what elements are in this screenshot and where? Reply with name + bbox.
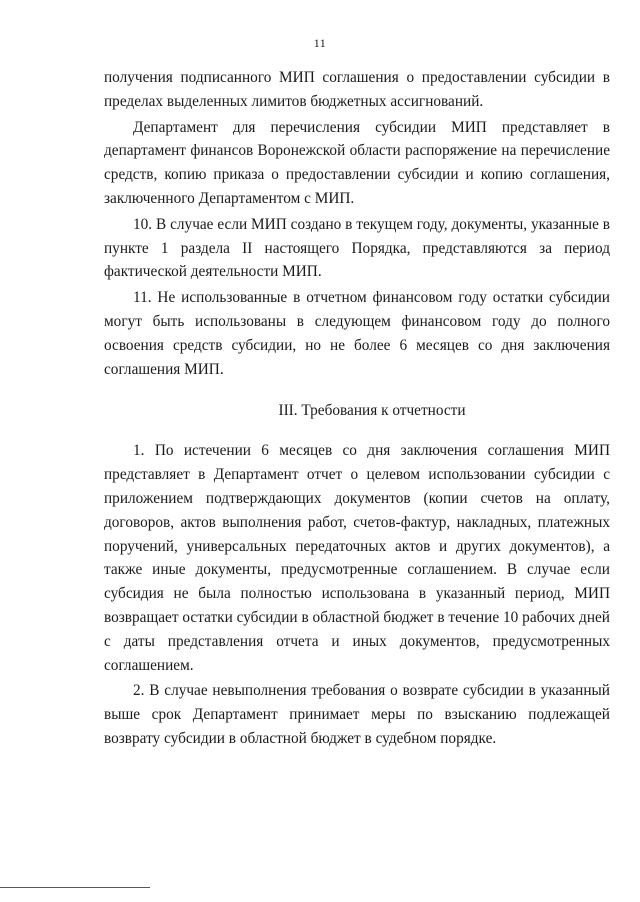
document-body xyxy=(104,66,610,751)
paragraph-department-transfer: Департамент для перечисления субсидии МИП представляет в департамент финансов Воронежской области распоряжение на перечисление средств, копию приказа о предоставлении субсидии и копию соглашения, заключенного Департаментом с МИП. xyxy=(104,118,610,207)
paragraph-item-10: 10. В случае если МИП создано в текущем году, документы, указанные в пункте 1 раздела II настоящего Порядка, представляются за период фактической деятельности МИП. xyxy=(104,215,610,281)
footer-rule xyxy=(0,887,150,888)
section-heading: III. Требования к отчетности xyxy=(278,402,466,420)
paragraph-reporting-1: 1. По истечении 6 месяцев со дня заключения соглашения МИП представляет в Департамент отчет о целевом использовании субсидии с приложением подтверждающих документов (копии счетов на оплату, договоров, актов выполнения работ, счетов-фактур, накладных, платежных поручений, универсальных передаточных актов и других документов), а также иные документы, предусмотренные соглашением. В случае если субсидия не была полностью использована в указанный период, МИП возвращает остатки субсидии в областной бюджет в течение 10 рабочих дней с даты представления отчета и иных документов, предусмотренных соглашением. xyxy=(104,442,610,674)
paragraph-reporting-2: 2. В случае невыполнения требования о возврате субсидии в указанный выше срок Департамент принимает меры по взысканию подлежащей возврату субсидии в областной бюджет в судебном порядке. xyxy=(104,682,610,747)
paragraph-item-11: 11. Не использованные в отчетном финансовом году остатки субсидии могут быть использованы в следующем финансовом году до полного освоения средств субсидии, но не более 6 месяцев со дня заключения соглашения МИП. xyxy=(104,289,610,378)
paragraph-continuation: получения подписанного МИП соглашения о предоставлении субсидии в пределах выделенных лимитов бюджетных ассигнований. xyxy=(104,69,610,110)
page-number: 11 xyxy=(313,36,327,50)
